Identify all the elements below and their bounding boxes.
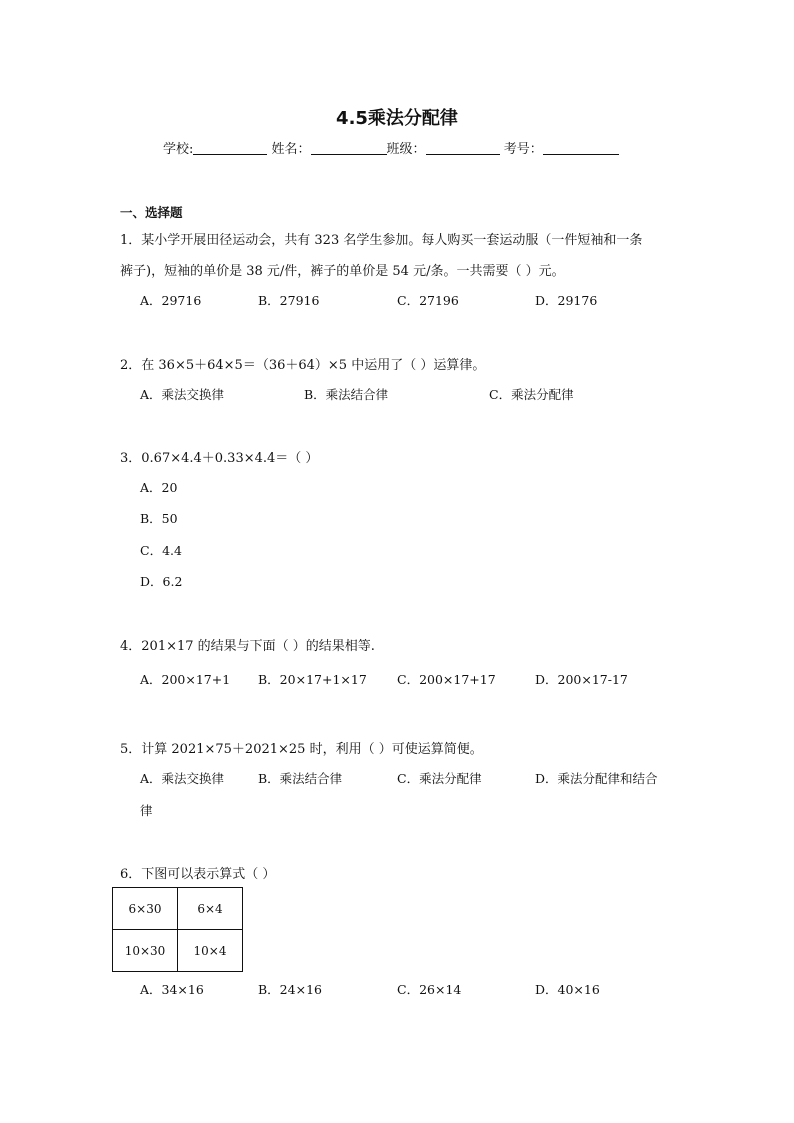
question-5-option-d-wrap: 律 — [140, 803, 153, 818]
question-2-option-a[interactable]: A．乘法交换律 — [140, 387, 225, 402]
grid-cell: 10×30 — [113, 930, 178, 972]
question-2-option-c[interactable]: C．乘法分配律 — [489, 387, 574, 402]
question-3-option-a[interactable]: A．20 — [140, 480, 178, 495]
section-heading: 一、选择题 — [120, 205, 183, 220]
question-4-option-c[interactable]: C．200×17+17 — [397, 672, 496, 687]
grid-cell: 6×30 — [113, 888, 178, 930]
question-2-line-1: 2．在 36×5＋64×5＝（36＋64）×5 中运用了（ ）运算律。 — [120, 358, 486, 373]
question-6-option-d[interactable]: D．40×16 — [535, 982, 600, 997]
question-1-option-c[interactable]: C．27196 — [397, 293, 459, 308]
question-4-line-1: 4．201×17 的结果与下面（ ）的结果相等. — [120, 639, 375, 654]
question-5-option-d[interactable]: D．乘法分配律和结合 — [535, 771, 658, 786]
school-blank[interactable] — [193, 140, 267, 155]
question-3-line-1: 3．0.67×4.4＋0.33×4.4＝（ ） — [120, 451, 319, 466]
question-4-option-b[interactable]: B．20×17+1×17 — [258, 672, 367, 687]
question-1-option-d[interactable]: D．29176 — [535, 293, 598, 308]
question-6-option-b[interactable]: B．24×16 — [258, 982, 322, 997]
question-1-line-2: 裤子)，短袖的单价是 38 元/件，裤子的单价是 54 元/条。一共需要（ ）元。 — [120, 264, 565, 279]
question-6-figure-grid — [112, 887, 243, 972]
class-blank[interactable] — [426, 140, 500, 155]
question-3-option-c[interactable]: C．4.4 — [140, 543, 182, 558]
question-5-option-a[interactable]: A．乘法交换律 — [140, 771, 225, 786]
page-title: 4.5乘法分配律 — [336, 108, 458, 129]
question-1-option-a[interactable]: A．29716 — [140, 293, 202, 308]
question-1-option-b[interactable]: B．27916 — [258, 293, 320, 308]
question-4-option-d[interactable]: D．200×17-17 — [535, 672, 628, 687]
question-3-option-d[interactable]: D．6.2 — [140, 574, 183, 589]
question-4-option-a[interactable]: A．200×17+1 — [140, 672, 231, 687]
exam-label: 考号： — [503, 142, 543, 157]
question-3-option-b[interactable]: B．50 — [140, 511, 178, 526]
question-6-option-a[interactable]: A．34×16 — [140, 982, 204, 997]
question-5-option-b[interactable]: B．乘法结合律 — [258, 771, 343, 786]
question-5-line-1: 5．计算 2021×75＋2021×25 时，利用（ ）可使运算简便。 — [120, 742, 483, 757]
grid-cell: 10×4 — [178, 930, 243, 972]
exam-blank[interactable] — [543, 140, 619, 155]
class-label: 班级： — [386, 142, 426, 157]
question-2-option-b[interactable]: B．乘法结合律 — [304, 387, 389, 402]
question-6-line-1: 6．下图可以表示算式（ ） — [120, 867, 276, 882]
question-5-option-c[interactable]: C．乘法分配律 — [397, 771, 482, 786]
grid-cell: 6×4 — [178, 888, 243, 930]
name-label: 姓名： — [271, 142, 311, 157]
school-label: 学校: — [163, 142, 194, 157]
name-blank[interactable] — [311, 140, 387, 155]
student-info-line — [163, 138, 619, 157]
question-6-option-c[interactable]: C．26×14 — [397, 982, 462, 997]
question-1-line-1: 1．某小学开展田径运动会，共有 323 名学生参加。每人购买一套运动服（一件短袖和一条 — [120, 233, 643, 248]
